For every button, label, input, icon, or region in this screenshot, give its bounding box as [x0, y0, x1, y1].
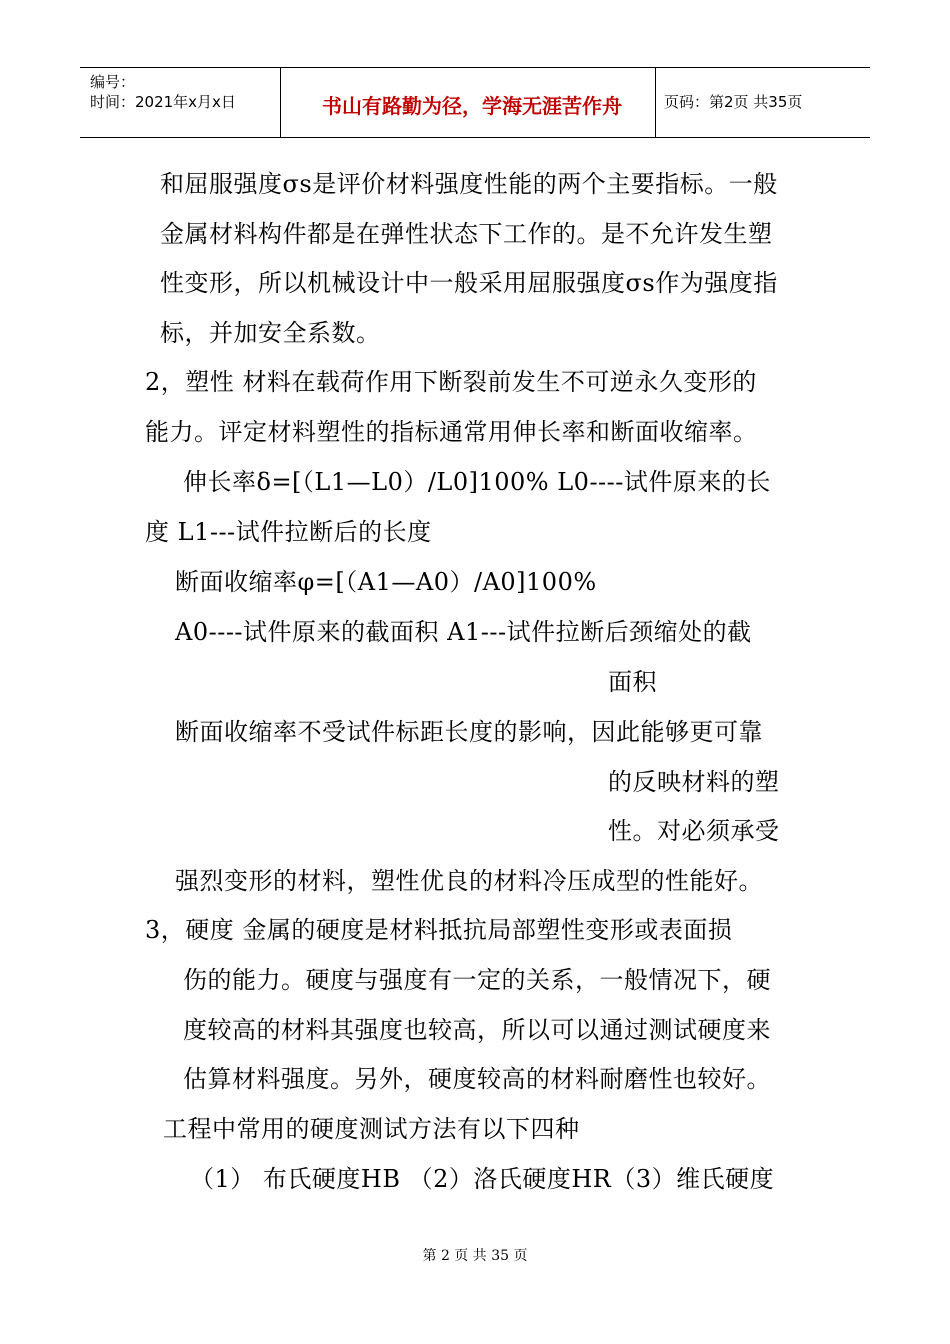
body-line: 度 L1---试件拉断后的长度 [145, 518, 432, 546]
page-info: 页码：第2页 共35页 [664, 93, 803, 111]
page-header [80, 67, 870, 138]
body-line: A0----试件原来的截面积 A1---试件拉断后颈缩处的截 [175, 618, 752, 646]
body-line: 度较高的材料其强度也较高，所以可以通过测试硬度来 [183, 1016, 771, 1044]
body-line: 标，并加安全系数。 [160, 319, 381, 347]
body-line: 的反映材料的塑 [608, 768, 780, 796]
body-line: 能力。评定材料塑性的指标通常用伸长率和断面收缩率。 [145, 418, 758, 446]
page-footer: 第 2 页 共 35 页 [422, 1248, 528, 1264]
header-motto: 书山有路勤为径，学海无涯苦作舟 [322, 94, 622, 118]
body-line: 性变形，所以机械设计中一般采用屈服强度σs作为强度指 [160, 269, 778, 297]
body-line: 工程中常用的硬度测试方法有以下四种 [163, 1115, 580, 1143]
body-line: 面积 [608, 668, 657, 696]
body-line: 2，塑性 材料在载荷作用下断裂前发生不可逆永久变形的 [145, 368, 757, 396]
body-line: 断面收缩率不受试件标距长度的影响，因此能够更可靠 [175, 718, 763, 746]
body-line: 金属材料构件都是在弹性状态下工作的。是不允许发生塑 [160, 220, 773, 248]
formula-line: 断面收缩率φ=[（A1—A0）/A0]100% [175, 568, 597, 596]
body-line: 强烈变形的材料，塑性优良的材料冷压成型的性能好。 [175, 867, 763, 895]
document-time: 时间：2021年x月x日 [90, 93, 236, 111]
body-line: （1） 布氏硬度HB （2）洛氏硬度HR（3）维氏硬度 [190, 1165, 775, 1193]
body-line: 性。对必须承受 [608, 817, 780, 845]
body-line: 伤的能力。硬度与强度有一定的关系，一般情况下，硬 [183, 966, 771, 994]
header-divider [655, 68, 656, 137]
body-line: 估算材料强度。另外，硬度较高的材料耐磨性也较好。 [183, 1065, 771, 1093]
formula-line: 伸长率δ=[（L1—L0）/L0]100% L0----试件原来的长 [183, 468, 771, 496]
body-line: 3，硬度 金属的硬度是材料抵抗局部塑性变形或表面损 [145, 916, 733, 944]
body-line: 和屈服强度σs是评价材料强度性能的两个主要指标。一般 [160, 170, 778, 198]
document-number: 编号： [90, 73, 136, 91]
header-divider [280, 68, 281, 137]
